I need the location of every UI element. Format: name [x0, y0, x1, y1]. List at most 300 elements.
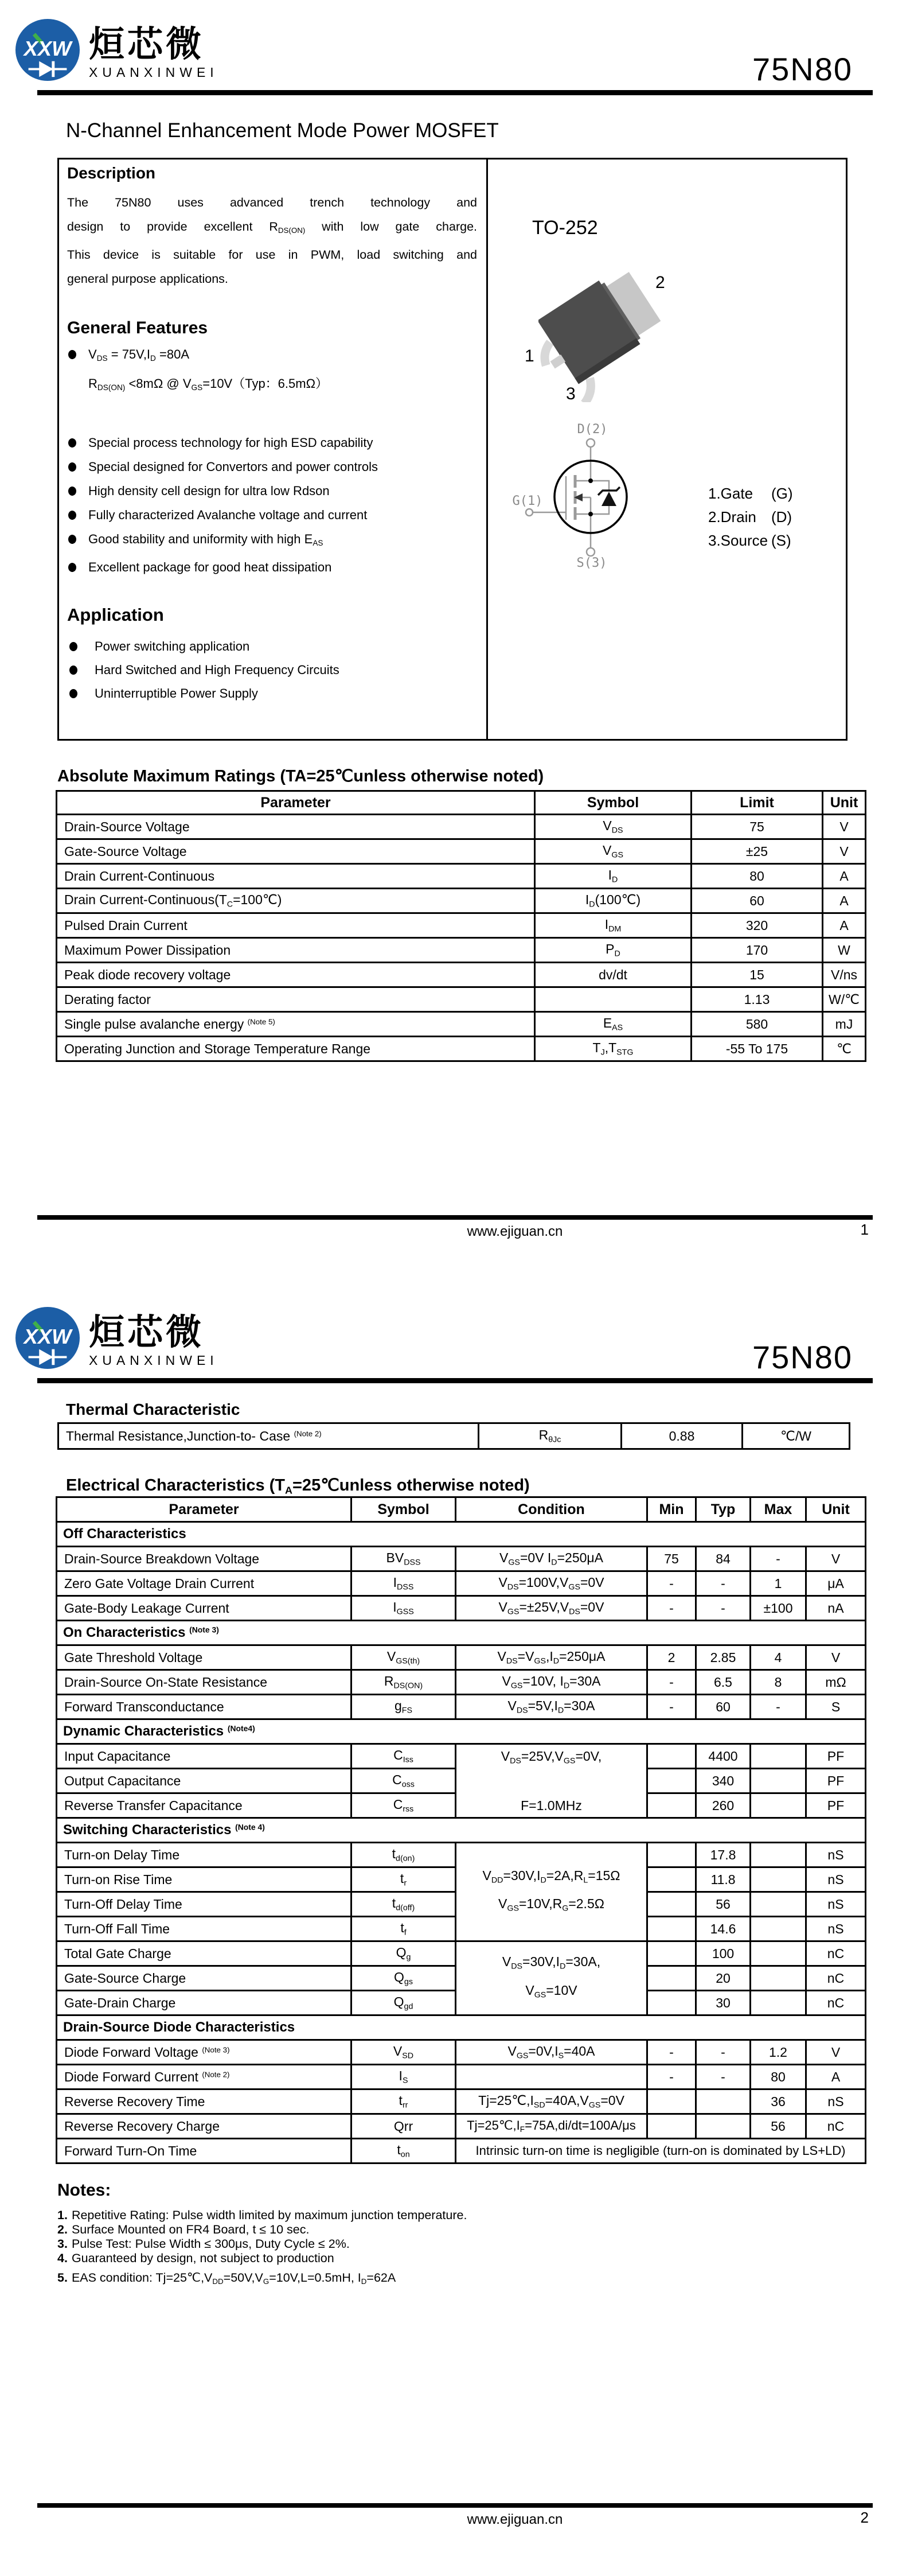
cell-max [751, 1793, 806, 1818]
cell-unit: nC [806, 1941, 866, 1966]
col-condition: Condition [456, 1497, 647, 1522]
cell-max [751, 1966, 806, 1991]
datasheet-page-2 [0, 1288, 910, 2576]
cell-max: ±100 [751, 1596, 806, 1621]
thermal-heading: Thermal Characteristic [66, 1400, 240, 1418]
cell-symbol: $I_{DSS}$ [351, 1571, 456, 1596]
bullet-icon [68, 487, 76, 496]
cell-condition: $V_{GS}=10V$, $I_D=30A$ [456, 1670, 647, 1695]
cell-parameter: Reverse Transfer Capacitance [57, 1793, 351, 1818]
cell-parameter: Drain Current-Continuous [57, 864, 535, 889]
pin-row [708, 505, 793, 529]
cell-unit: nS [806, 1917, 866, 1941]
col-symbol: Symbol [351, 1497, 456, 1522]
cell-min [647, 1966, 696, 1991]
cell-condition: $V_{GS}=0V,I_S=40A$ [456, 2040, 647, 2065]
bullet-icon [69, 666, 77, 675]
cell-condition: $V_{GS}=0V$ $I_D=250\mu A$ [456, 1547, 647, 1571]
table-section-row [57, 1522, 866, 1547]
cell-min [647, 1793, 696, 1818]
package-name: TO-252 [532, 217, 598, 239]
list-item-text: Uninterruptible Power Supply [95, 686, 258, 701]
cell-symbol: $I_D$ [535, 864, 692, 889]
note-text: Pulse Test: Pulse Width ≤ 300μs, Duty Cycle ≤ 2%. [71, 2237, 350, 2251]
cell-parameter: Drain Current-$Continuous(T_C=100℃)$ [57, 889, 535, 913]
cell-unit: μA [806, 1571, 866, 1596]
cell-symbol: $V_{GS(th)}$ [351, 1645, 456, 1670]
cell-unit: A [806, 2065, 866, 2089]
cell-symbol: $C_{rss}$ [351, 1793, 456, 1818]
cell-symbol: $t_r$ [351, 1867, 456, 1892]
list-item-text: Power switching application [95, 639, 250, 654]
cell-parameter: Single pulse avalanche energy $^{(Note 5)}$ [57, 1012, 535, 1037]
brand-name-en: XUANXINWEI [89, 65, 218, 80]
cell-min: 75 [647, 1547, 696, 1571]
description-line: The 75N80 uses advanced trench technology and [67, 196, 477, 209]
section-label: Dynamic Characteristics $^{(Note4)}$ [57, 1719, 866, 1744]
brand-logo-icon [13, 1305, 82, 1371]
cell-limit: 1.13 [692, 987, 823, 1012]
cell-min: - [647, 1571, 696, 1596]
cell-unit: V [823, 839, 866, 864]
cell-typ: 20 [696, 1966, 751, 1991]
cell-condition [456, 1744, 647, 1818]
cell-symbol: $BV_{DSS}$ [351, 1547, 456, 1571]
table-header-row [57, 791, 866, 815]
cell-typ: - [696, 1571, 751, 1596]
cell-unit: V [806, 1645, 866, 1670]
condition-line: $V_{DS}=30V,I_D=30A$, [502, 1954, 601, 1971]
cell-typ: 60 [696, 1695, 751, 1719]
symbol-gate-label: G(1) [512, 494, 543, 508]
cell-symbol: dv/dt [535, 963, 692, 987]
cell-parameter: Derating factor [57, 987, 535, 1012]
note-text: Repetitive Rating: Pulse width limited by maximum junction temperature. [71, 2208, 467, 2222]
application-heading: Application [67, 605, 164, 625]
cell-unit: PF [806, 1769, 866, 1793]
cell-unit: mΩ [806, 1670, 866, 1695]
cell-limit: 80 [692, 864, 823, 889]
section-label: Off Characteristics [57, 1522, 866, 1547]
pin-abbr: (S) [771, 532, 791, 549]
col-limit: Limit [692, 791, 823, 815]
list-item [67, 682, 477, 705]
cell-unit: V [806, 1547, 866, 1571]
cell-limit: -55 To 175 [692, 1037, 823, 1061]
footer-page-number: 1 [860, 1221, 869, 1238]
brand-logo [13, 1305, 218, 1371]
table-row [57, 1547, 866, 1571]
brand-logo-icon [13, 17, 82, 83]
col-unit: Unit [823, 791, 866, 815]
list-item-text: Fully characterized Avalanche voltage and current [88, 508, 368, 523]
general-features-list [67, 431, 477, 579]
cell-unit: A [823, 864, 866, 889]
cell-unit: mJ [823, 1012, 866, 1037]
page-title: N-Channel Enhancement Mode Power MOSFET [66, 119, 499, 142]
cell-limit: ±25 [692, 839, 823, 864]
overview-box [57, 158, 847, 741]
col-typ: Typ [696, 1497, 751, 1522]
thermal-characteristic-table [57, 1422, 850, 1450]
condition-line: F=1.0MHz [521, 1798, 582, 1814]
list-item [67, 431, 477, 455]
table-row [57, 2040, 866, 2065]
cell-condition [456, 1843, 647, 1941]
list-item [67, 503, 477, 527]
cell-parameter: Output Capacitance [57, 1769, 351, 1793]
cell-parameter: Total Gate Charge [57, 1941, 351, 1966]
table-header-row [57, 1497, 866, 1522]
cell-parameter: Gate-Source Voltage [57, 839, 535, 864]
table-row [57, 1037, 866, 1061]
mosfet-symbol [510, 419, 671, 574]
cell-symbol: $I_D(100℃)$ [535, 889, 692, 913]
cell-parameter: Turn-Off Delay Time [57, 1892, 351, 1917]
table-row [57, 913, 866, 938]
brand-abbr: XXW [24, 36, 72, 60]
bullet-icon [69, 689, 77, 698]
bullet-icon [68, 438, 76, 448]
cell-condition: $V_{DS}=V_{GS},I_D=250\mu A$ [456, 1645, 647, 1670]
section-label: Drain-Source Diode Characteristics [57, 2015, 866, 2040]
note-item [57, 2208, 467, 2223]
absolute-maximum-ratings-table [56, 790, 866, 1062]
cell-max [751, 1941, 806, 1966]
cell-typ: 340 [696, 1769, 751, 1793]
cell-parameter: Operating Junction and Storage Temperature Range [57, 1037, 535, 1061]
symbol-drain-label: D(2) [577, 422, 608, 437]
cell-unit: nS [806, 1892, 866, 1917]
list-item [67, 658, 477, 682]
cell-typ [696, 2089, 751, 2114]
list-item-text: Excellent package for good heat dissipation [88, 560, 332, 575]
list-item [67, 343, 477, 371]
table-section-row [57, 1719, 866, 1744]
cell-unit: V [806, 2040, 866, 2065]
table-row [57, 2139, 866, 2163]
application-list [67, 635, 477, 705]
col-unit: Unit [806, 1497, 866, 1522]
cell-symbol: $I_S$ [351, 2065, 456, 2089]
cell-symbol: Qrr [351, 2114, 456, 2139]
cell-symbol: $I_{DM}$ [535, 913, 692, 938]
cell-max: - [751, 1547, 806, 1571]
cell-min [647, 1843, 696, 1867]
pin-row [708, 482, 793, 505]
notes-heading: Notes: [57, 2181, 111, 2200]
note-number: 5. [57, 2271, 68, 2285]
note-text: Surface Mounted on FR4 Board, t ≤ 10 sec. [71, 2223, 310, 2236]
amr-heading: Absolute Maximum Ratings (TA=25℃unless otherwise noted) [57, 767, 544, 785]
description-line: general purpose applications. [67, 271, 228, 286]
cell-unit: nS [806, 2089, 866, 2114]
pin-label: 1.Gate [708, 485, 753, 502]
cell-min [647, 1892, 696, 1917]
cell-typ: 11.8 [696, 1867, 751, 1892]
table-row [57, 889, 866, 913]
bullet-icon [68, 511, 76, 520]
cell-symbol: $V_{SD}$ [351, 2040, 456, 2065]
table-row [57, 864, 866, 889]
cell-min [647, 1941, 696, 1966]
list-item-text: Special designed for Convertors and power controls [88, 460, 378, 474]
symbol-source-label: S(3) [576, 556, 607, 570]
cell-parameter: Gate Threshold Voltage [57, 1645, 351, 1670]
bullet-icon [68, 563, 76, 572]
cell-parameter: Reverse Recovery Time [57, 2089, 351, 2114]
table-row [57, 839, 866, 864]
cell-max [751, 1769, 806, 1793]
cell-symbol [535, 987, 692, 1012]
table-row [57, 963, 866, 987]
pin-abbr: (G) [771, 485, 793, 502]
cell-typ: 260 [696, 1793, 751, 1818]
footer-site: www.ejiguan.cn [467, 1224, 563, 1239]
brand-logo [13, 17, 218, 83]
cell-min [647, 2089, 696, 2114]
cell-condition [456, 2065, 647, 2089]
cell-parameter: Forward Turn-On Time [57, 2139, 351, 2163]
to252-package-image [538, 256, 665, 402]
cell-symbol: $t_{on}$ [351, 2139, 456, 2163]
list-item-text: $V_{DS} = 75V,I_D =80A$ [88, 347, 189, 363]
cell-parameter: Forward Transconductance [57, 1695, 351, 1719]
cell-symbol: $t_{rr}$ [351, 2089, 456, 2114]
cell-symbol: $V_{GS}$ [535, 839, 692, 864]
list-item [67, 455, 477, 479]
cell-condition: $V_{DS}=100V,V_{GS}=0V$ [456, 1571, 647, 1596]
general-features-heading: General Features [67, 318, 208, 337]
cell-symbol: $I_{GSS}$ [351, 1596, 456, 1621]
list-item-text: High density cell design for ultra low Rdson [88, 484, 330, 499]
list-item [67, 635, 477, 658]
cell-max [751, 1892, 806, 1917]
pin-number-2: 2 [655, 273, 665, 292]
brand-name-cn: 烜芯微 [89, 25, 205, 64]
table-section-row [57, 1621, 866, 1645]
list-item [67, 479, 477, 503]
table-row [57, 1645, 866, 1670]
cell-symbol: $t_{d(on)}$ [351, 1843, 456, 1867]
cell-unit: nA [806, 1596, 866, 1621]
cell-min [647, 1744, 696, 1769]
cell-unit: S [806, 1695, 866, 1719]
cell-symbol: $V_{DS}$ [535, 815, 692, 839]
cell-parameter: Gate-Drain Charge [57, 1991, 351, 2015]
cell-unit: nC [806, 1991, 866, 2015]
brand-name-cn: 烜芯微 [89, 1313, 205, 1352]
section-label: Switching Characteristics $^{(Note 4)}$ [57, 1818, 866, 1843]
pin-label: 2.Drain [708, 508, 756, 526]
cell-max [751, 1843, 806, 1867]
cell-parameter: Pulsed Drain Current [57, 913, 535, 938]
cell-parameter: Turn-on Delay Time [57, 1843, 351, 1867]
cell-condition [456, 1941, 647, 2015]
col-min: Min [647, 1497, 696, 1522]
condition-line: $V_{GS}=10V,R_G=2.5\Omega$ [498, 1896, 604, 1913]
cell-min: - [647, 2065, 696, 2089]
cell-parameter: Zero Gate Voltage Drain Current [57, 1571, 351, 1596]
cell-max: 80 [751, 2065, 806, 2089]
cell-unit: nS [806, 1867, 866, 1892]
cell-limit: 320 [692, 913, 823, 938]
cell-value: 0.88 [622, 1423, 743, 1449]
note-item [57, 2251, 467, 2266]
note-number: 2. [57, 2223, 68, 2236]
overview-left-column [59, 159, 488, 739]
note-text: EAS condition: $Tj=25℃,V_{DD}=50V,V_G=10V,L=0.5mH$, $I_D=62A$ [71, 2271, 396, 2286]
cell-unit: V/ns [823, 963, 866, 987]
cell-typ: 100 [696, 1941, 751, 1966]
brand-abbr: XXW [24, 1324, 72, 1348]
cell-parameter: Thermal Resistance,Junction-to- Case $^{(Note 2)}$ [58, 1423, 479, 1449]
cell-parameter: Drain-Source Voltage [57, 815, 535, 839]
table-row [57, 1012, 866, 1037]
cell-max: 1 [751, 1571, 806, 1596]
table-section-row [57, 2015, 866, 2040]
cell-parameter: Diode Forward Voltage $^{(Note 3)}$ [57, 2040, 351, 2065]
cell-parameter: Drain-Source Breakdown Voltage [57, 1547, 351, 1571]
cell-min: - [647, 1670, 696, 1695]
cell-typ: 17.8 [696, 1843, 751, 1867]
cell-unit: PF [806, 1793, 866, 1818]
cell-min: - [647, 1695, 696, 1719]
description-line: This device is suitable for use in PWM, load switching and [67, 247, 477, 262]
cell-unit: W/℃ [823, 987, 866, 1012]
cell-typ: 14.6 [696, 1917, 751, 1941]
cell-parameter: Gate-Body Leakage Current [57, 1596, 351, 1621]
cell-symbol: $E_{AS}$ [535, 1012, 692, 1037]
cell-max: 4 [751, 1645, 806, 1670]
cell-symbol: $P_D$ [535, 938, 692, 963]
cell-parameter: Reverse Recovery Charge [57, 2114, 351, 2139]
cell-max [751, 1991, 806, 2015]
cell-min [647, 1991, 696, 2015]
cell-parameter: Turn-Off Fall Time [57, 1917, 351, 1941]
table-row [57, 1670, 866, 1695]
cell-symbol: $t_f$ [351, 1917, 456, 1941]
cell-typ: - [696, 1596, 751, 1621]
cell-typ [696, 2114, 751, 2139]
cell-min [647, 1769, 696, 1793]
table-row [57, 2065, 866, 2089]
cell-limit: 15 [692, 963, 823, 987]
condition-line: $V_{GS}=10V$ [525, 1982, 577, 1999]
cell-parameter: Turn-on Rise Time [57, 1867, 351, 1892]
table-row [57, 1744, 866, 1769]
table-row [58, 1423, 850, 1449]
cell-min [647, 1917, 696, 1941]
cell-condition: Intrinsic turn-on time is negligible (turn-on is dominated by LS+LD) [456, 2139, 866, 2163]
pin-label: 3.Source [708, 532, 768, 549]
cell-min: 2 [647, 1645, 696, 1670]
list-item [67, 527, 477, 555]
bullet-icon [69, 642, 77, 651]
cell-parameter: Diode Forward Current $^{(Note 2)}$ [57, 2065, 351, 2089]
pin-number-3: 3 [566, 384, 576, 403]
list-item-text: Good stability and uniformity with high $E_{AS}$ [88, 532, 323, 548]
cell-parameter: Input Capacitance [57, 1744, 351, 1769]
cell-max: 36 [751, 2089, 806, 2114]
note-number: 1. [57, 2208, 68, 2222]
cell-limit: 580 [692, 1012, 823, 1037]
table-row [57, 2089, 866, 2114]
col-parameter: Parameter [57, 1497, 351, 1522]
electrical-characteristics-table [56, 1496, 866, 2164]
cell-typ: 4400 [696, 1744, 751, 1769]
cell-symbol: $Q_{gs}$ [351, 1966, 456, 1991]
pin-number-1: 1 [525, 347, 534, 365]
bullet-icon [68, 462, 76, 472]
cell-symbol: $Q_{gd}$ [351, 1991, 456, 2015]
cell-unit: W [823, 938, 866, 963]
cell-unit: ℃ [823, 1037, 866, 1061]
description-line: design to provide excellent $R_{DS(ON)}$ with low gate charge. [67, 220, 477, 235]
cell-unit: A [823, 913, 866, 938]
cell-symbol: $T_J,T_{STG}$ [535, 1037, 692, 1061]
cell-limit: 60 [692, 889, 823, 913]
cell-unit: V [823, 815, 866, 839]
cell-parameter: Drain-Source On-State Resistance [57, 1670, 351, 1695]
note-number: 4. [57, 2251, 68, 2265]
cell-typ: - [696, 2065, 751, 2089]
cell-unit: ℃/W [743, 1423, 850, 1449]
cell-parameter: Peak diode recovery voltage [57, 963, 535, 987]
table-row [57, 1596, 866, 1621]
part-number: 75N80 [752, 1339, 853, 1375]
cell-min: - [647, 1596, 696, 1621]
cell-typ: 84 [696, 1547, 751, 1571]
brand-text [89, 17, 218, 83]
electrical-characteristics-heading: Electrical Characteristics ($T_A=25℃unless$ otherwise noted) [66, 1476, 530, 1496]
list-item [67, 555, 477, 579]
table-row [57, 1571, 866, 1596]
cell-max: 56 [751, 2114, 806, 2139]
overview-right-column [488, 159, 846, 739]
cell-typ: 6.5 [696, 1670, 751, 1695]
cell-unit: PF [806, 1744, 866, 1769]
cell-min [647, 2114, 696, 2139]
list-item-text: Hard Switched and High Frequency Circuits [95, 663, 339, 678]
cell-min: - [647, 2040, 696, 2065]
table-row [57, 1843, 866, 1867]
cell-unit: nS [806, 1843, 866, 1867]
cell-max [751, 1867, 806, 1892]
cell-parameter: Gate-Source Charge [57, 1966, 351, 1991]
cell-unit: A [823, 889, 866, 913]
cell-symbol: $Q_g$ [351, 1941, 456, 1966]
table-row [57, 1941, 866, 1966]
cell-typ: 30 [696, 1991, 751, 2015]
note-item [57, 2237, 467, 2251]
cell-symbol: $t_{d(off)}$ [351, 1892, 456, 1917]
pin-abbr: (D) [771, 508, 792, 526]
cell-limit: 170 [692, 938, 823, 963]
footer-rule [37, 2503, 873, 2508]
cell-max: 8 [751, 1670, 806, 1695]
cell-typ: 2.85 [696, 1645, 751, 1670]
cell-condition: $Tj=25℃,I_F=75A,di/dt=100A/\mu s$ [456, 2114, 647, 2139]
note-number: 3. [57, 2237, 68, 2251]
description-text [67, 190, 477, 291]
cell-typ: - [696, 2040, 751, 2065]
cell-min [647, 1867, 696, 1892]
cell-symbol: $R_{\theta Jc}$ [479, 1423, 622, 1449]
table-row [57, 987, 866, 1012]
cell-typ: 56 [696, 1892, 751, 1917]
section-label: On Characteristics $^{(Note 3)}$ [57, 1621, 866, 1645]
